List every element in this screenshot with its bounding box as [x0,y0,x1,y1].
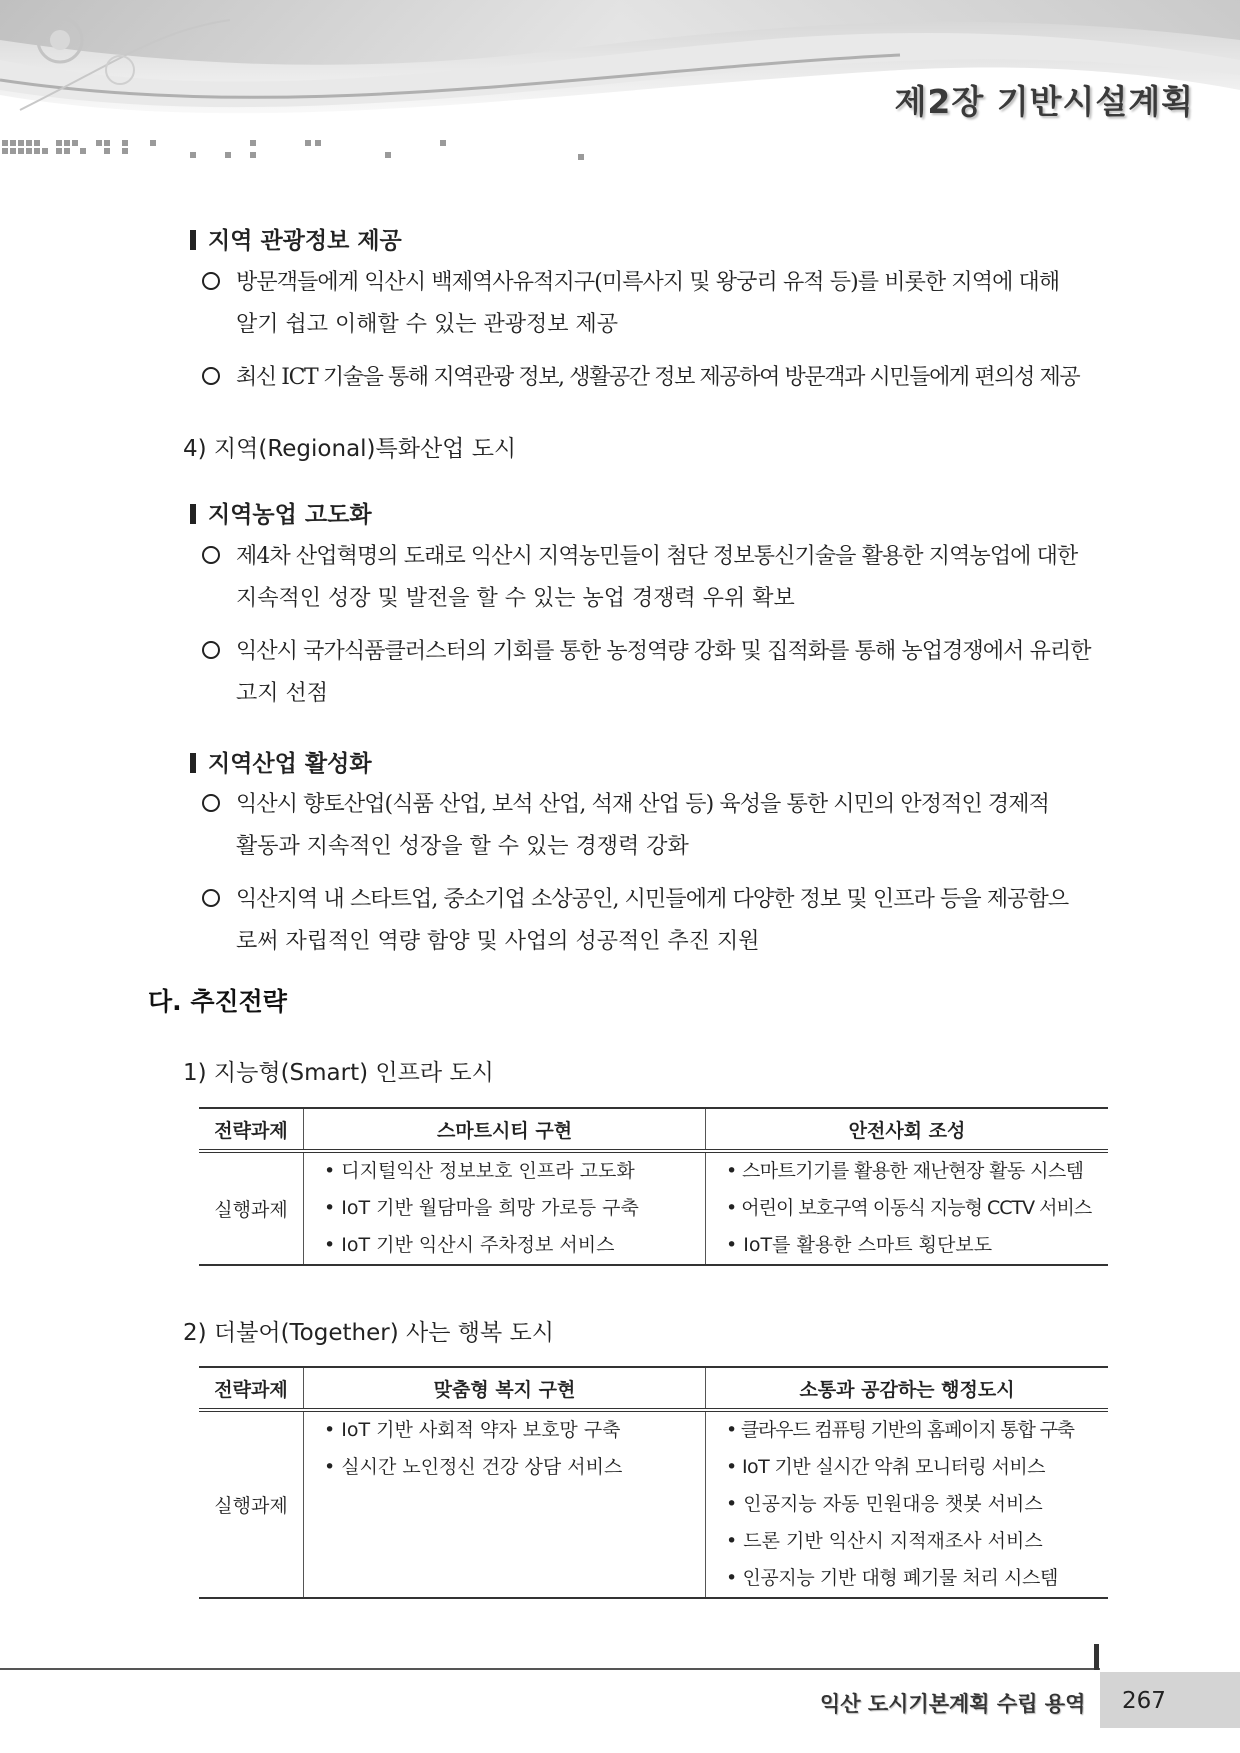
footer-document-title: 익산 도시기본계획 수립 용역 [820,1692,1086,1716]
list-item: • 스마트기기를 활용한 재난현장 활동 시스템 [706,1153,1108,1190]
header-pixel-squares-decoration [0,138,620,162]
footer-divider [0,1668,1100,1670]
page-number: 267 [1122,1688,1166,1714]
page-header [0,0,1240,165]
heading-bar-icon [190,230,196,250]
bullet-item: 제4차 산업혁명의 도래로 익산시 지역농민들이 첨단 정보통신기술을 활용한 지역농업에 대한 지속적인 성장 및 발전을 할 수 있는 농업 경쟁력 우위 확보 [236,536,1106,620]
table-header-cell: 소통과 공감하는 행정도시 [799,1378,1015,1401]
table-header-row [199,1108,1108,1151]
footer-tick-mark [1094,1644,1099,1670]
table-row [199,1410,1108,1598]
table-header-cell: 안전사회 조성 [848,1119,966,1142]
subsection-title-together: 2) 더불어(Together) 사는 행복 도시 [183,1320,554,1346]
strategy-table-together [199,1366,1108,1599]
list-item: • IoT 기반 월담마을 희망 가로등 구축 [304,1190,705,1227]
bullet-item: 익산시 향토산업(식품 산업, 보석 산업, 석재 산업 등) 육성을 통한 시민의 안정적인 경제적 활동과 지속적인 성장을 할 수 있는 경쟁력 강화 [236,784,1106,868]
table-header-cell: 맞춤형 복지 구현 [304,1367,706,1410]
heading-bar-icon [190,504,196,524]
list-item: • IoT를 활용한 스마트 횡단보도 [706,1227,1108,1264]
table-header-cell: 스마트시티 구현 [304,1108,706,1151]
page-number-box [1100,1672,1240,1728]
heading-bar-icon [190,753,196,773]
list-item: • IoT 기반 익산시 주차정보 서비스 [304,1227,705,1264]
task-list-administration [706,1410,1109,1598]
subsection-title-regional: 4) 지역(Regional)특화산업 도시 [183,436,517,462]
table-row [199,1151,1108,1265]
section-heading-tourism: 지역 관광정보 제공 [190,222,402,255]
table-header-cell: 전략과제 [199,1367,304,1410]
section-title-strategy: 다. 추진전략 [148,987,287,1016]
list-item: • 클라우드 컴퓨팅 기반의 홈페이지 통합 구축 [706,1412,1108,1449]
list-item: • 실시간 노인정신 건강 상담 서비스 [304,1449,705,1486]
list-item: • 어린이 보호구역 이동식 지능형 CCTV 서비스 [706,1190,1108,1227]
circle-bullet-icon [202,272,220,290]
list-item: • 드론 기반 익산시 지적재조사 서비스 [706,1523,1108,1560]
section-heading-industry: 지역산업 활성화 [190,745,372,778]
table-header-cell: 전략과제 [199,1108,304,1151]
strategy-table-smart [199,1107,1108,1266]
row-label: 실행과제 [199,1410,304,1598]
circle-bullet-icon [202,794,220,812]
list-item: • 인공지능 기반 대형 폐기물 처리 시스템 [706,1560,1108,1597]
bullet-item: 익산시 국가식품클러스터의 기회를 통한 농정역량 강화 및 집적화를 통해 농업경쟁에서 유리한 고지 선점 [236,631,1106,715]
chapter-title: 제2장 기반시설계획 [894,82,1194,121]
section-heading-agriculture: 지역농업 고도화 [190,496,372,529]
list-item: • 디지털익산 정보보호 인프라 고도화 [304,1153,705,1190]
subsection-title-smart: 1) 지능형(Smart) 인프라 도시 [183,1060,494,1086]
circle-bullet-icon [202,641,220,659]
row-label: 실행과제 [199,1151,304,1265]
list-item: • IoT 기반 실시간 악취 모니터링 서비스 [706,1449,1108,1486]
bullet-item: 방문객들에게 익산시 백제역사유적지구(미륵사지 및 왕궁리 유적 등)를 비롯한 지역에 대해 알기 쉽고 이해할 수 있는 관광정보 제공 [236,262,1106,346]
bullet-item: 익산지역 내 스타트업, 중소기업 소상공인, 시민들에게 다양한 정보 및 인프라 등을 제공함으 로써 자립적인 역량 함양 및 사업의 성공적인 추진 지원 [236,879,1106,963]
task-list-welfare [304,1410,706,1598]
task-list-smart-city [304,1151,706,1265]
circle-bullet-icon [202,546,220,564]
circle-bullet-icon [202,889,220,907]
list-item: • 인공지능 자동 민원대응 챗봇 서비스 [706,1486,1108,1523]
circle-bullet-icon [202,367,220,385]
task-list-safe-society [706,1151,1109,1265]
table-header-row [199,1367,1108,1410]
list-item: • IoT 기반 사회적 약자 보호망 구축 [304,1412,705,1449]
bullet-item: 최신 ICT 기술을 통해 지역관광 정보, 생활공간 정보 제공하여 방문객과 시민들에게 편의성 제공 [236,357,1106,399]
